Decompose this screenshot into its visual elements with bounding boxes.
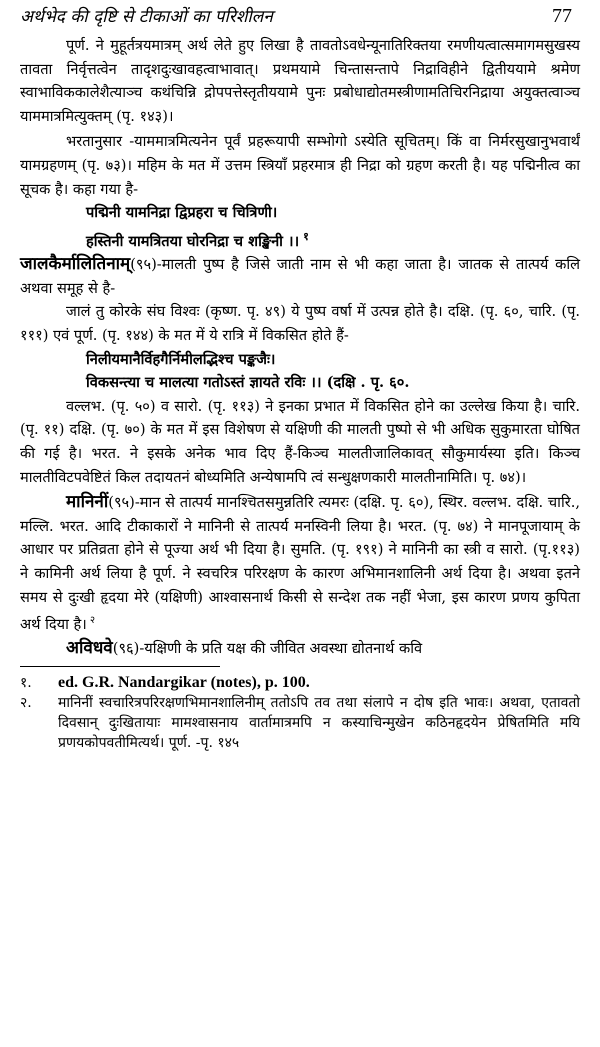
paragraph-5: वल्लभ. (पृ. ५०) व सारो. (पृ. ११३) ने इनका प्रभात में विकसित होने का उल्लेख किया है। चारि. (पृ. ११) दक्षि. (पृ. ७०) के मत में इस विशेषण से यक्षिणी की मालती पुष्पो से भी अधिक सुकुमारता घोषित की गई है। भरत. ने इसके अनेक भाव दिए हैं-किञ्च मालतीजालिकावत् सौकुमार्यस्या इति। किञ्च मालतीविटपवेष्टितं किल तदायतनं बोध्यमिति अन्येषामपि त्वं सन्धुक्षणकारी मालतीनामिति। पृ. ७४)। (20, 397, 580, 486)
footnote-ref-1: १ (303, 229, 309, 243)
paragraph-6-text: (९५)-मान से तात्पर्य मानश्चितसमुन्नतिरि त्यमरः (दक्षि. पृ. ६०), स्थिर. वल्लभ. दक्षि. चारि., मल्लि. भरत. आदि टीकाकारों ने मानिनी से तात्पर्य मनस्विनी लिया है। भरत. (पृ. ७४) ने मानपूजायाम् के आधार पर प्रतिव्रता होने से पूज्या अर्थ भी दिया है। सुमति. (पृ. १९१) ने मानिनी का स्त्री व सारो. (पृ.११३) ने कामिनी अर्थ लिया है पूर्ण. ने स्वचरित्र परिरक्षण के कारण अभिमानशालिनी अर्थ दिया है। अथवा इतने समय से दुःखी हृदया मेरे (यक्षिणी) आश्वासनार्थ किसी से सन्देश तक नहीं भेजा, इस कारण प्रणय कुपिता अर्थ दिया है। (20, 494, 580, 633)
paragraph-1: पूर्ण. ने मुहूर्तत्रयमात्रम् अर्थ लेते हुए लिखा है तावतोऽवधेन्यूनातिरिक्तया रमणीयत्वात्समागमसुखस्य तावता निर्वृत्तत्वेन तादृशदुःखावहत्वाभावात्। प्रथमयामे चिन्तासन्तापे निद्राविहीने द्वितीययामे श्रमेण स्वाभाविककालेशैत्याञ्च कथंचिन्नि द्रोपपत्तेस्तृतीययामे पुनः प्रबोधाद्योतमस्त्रीणामतिचिरनिद्राया अयुक्तत्वाञ्च याममात्रमित्युक्तम् (पृ. १४३)। (20, 37, 580, 125)
paragraph-6 (20, 491, 580, 636)
footnote-2-mark: २. (20, 695, 32, 712)
paragraph-7-text: (९६)-यक्षिणी के प्रति यक्ष की जीवित अवस्था द्योतनार्थ कवि (112, 639, 423, 657)
verse-1-line-2 (86, 225, 580, 253)
footnote-ref-2: २ (89, 615, 96, 627)
verse-1 (86, 201, 580, 253)
footnote-1-text: ed. G.R. Nandargikar (notes), p. 100. (58, 674, 310, 692)
verse-2-line-2: विकसन्त्या च मालत्या गतोऽस्तं ज्ञायते रविः ।। (दक्षि . पृ. ६०. (86, 374, 410, 392)
verse-2-line-1: निलीयमानैर्विहगैर्निमीलद्भिश्च पङ्कजैः। (86, 350, 276, 368)
footnote-2 (20, 693, 580, 753)
body-text (20, 34, 580, 660)
footnote-divider (20, 666, 220, 667)
term-manini: मानिनीं (66, 492, 109, 513)
footnote-2-text: मानिनीं स्वचारित्रपरिरक्षणभिमानशालिनीम् ततोऽपि तव तथा संलापे न दोष इति भावः। अथवा, एतावतो दिवसान् दुःखितायाः मामश्वासनाय वार्तामात्रमपि न कस्याचिन्मुखेन कठिनहृदयेन प्रेषितमिति मयि प्रणयकोपवतीमित्यर्थ। पूर्ण. -पृ. १४५ (58, 695, 580, 752)
page-header (20, 0, 580, 34)
footnote-1-mark: १. (20, 675, 32, 692)
paragraph-2: भरतानुसार -याममात्रमित्यनेन पूर्वं प्रहरूयापी सम्भोगो ऽस्येति सूचितम्। किं वा निर्मरसुखानुभवार्थं यामग्रहणम् (पृ. ७३)। महिम के मत में उत्तम स्त्रियाँ प्रहरमात्र ही निद्रा को ग्रहण करती है। यह पद्मिनीत्व का सूचक है। कहा गया है- (20, 133, 580, 198)
verse-1-line-2-text: हस्तिनी यामत्रितया घोरनिद्रा च शङ्खिनी ।। (86, 232, 300, 250)
paragraph-3 (20, 253, 580, 300)
footnote-1 (20, 673, 580, 693)
page-number: 77 (552, 5, 572, 27)
running-head: अर्थभेद की दृष्टि से टीकाओं का परिशीलन (20, 7, 273, 27)
paragraph-7 (20, 637, 580, 661)
footnotes (20, 673, 580, 753)
verse-2 (86, 348, 580, 395)
term-jalakair: जालकैर्मालितिनाम् (20, 254, 131, 275)
paragraph-3-text: (९५)-मालती पुष्प है जिसे जाती नाम से भी कहा जाता है। जातक से तात्पर्य कलि अथवा समूह से है- (20, 256, 580, 297)
term-avidhave: अविधवे (66, 637, 113, 658)
paragraph-4: जालं तु कोरके संघ विश्वः (कृष्ण. पृ. ४९) ये पुष्प वर्षा में उत्पन्न होते है। दक्षि. (पृ. ६०, चारि. (पृ. १११) एवं पूर्ण. (पृ. १४४) के मत में ये रात्रि में विकसित होते हैं- (20, 303, 580, 344)
verse-1-line-1: पद्मिनी यामनिद्रा द्विप्रहरा च चित्रिणी। (86, 204, 278, 222)
